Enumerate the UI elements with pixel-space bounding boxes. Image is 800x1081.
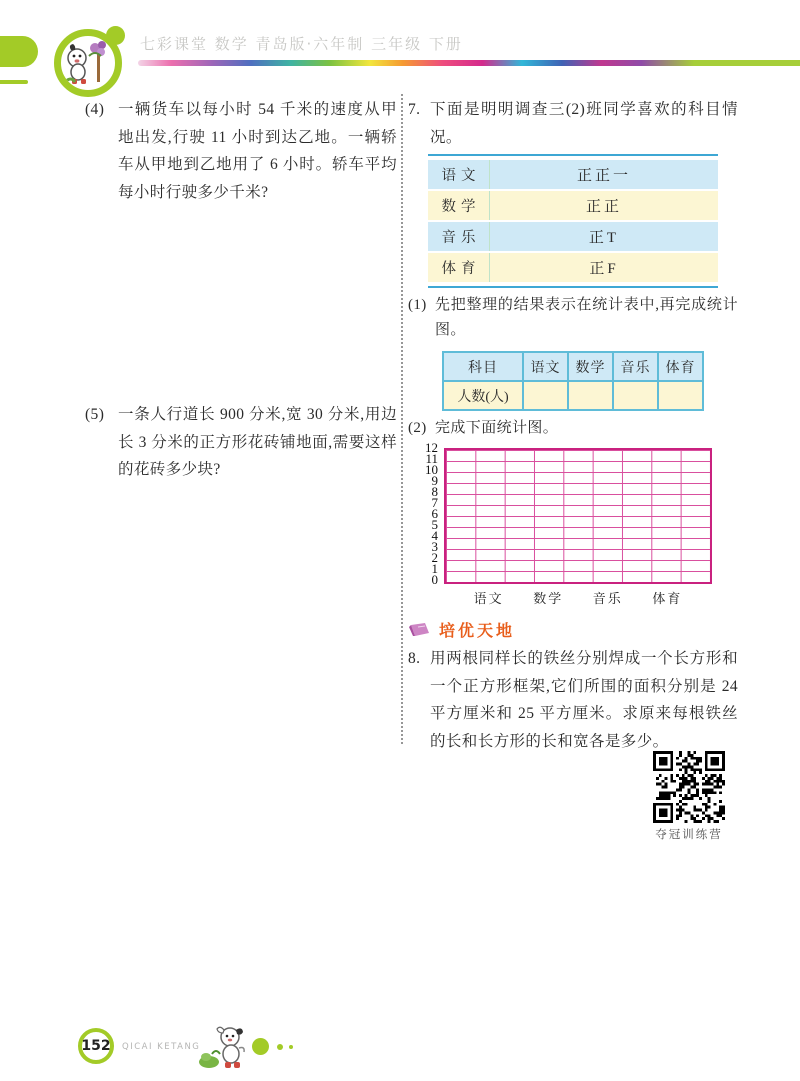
tally-table	[428, 154, 718, 288]
problem-5-number: (5)	[85, 406, 105, 423]
header-title: 七彩课堂 数学 青岛版·六年制 三年级 下册	[140, 35, 463, 53]
stats-data-row	[443, 381, 703, 410]
header-mascot-icon	[61, 36, 115, 90]
problem-7-number: 7.	[408, 101, 421, 118]
section-peiyou-header	[408, 618, 738, 641]
problem-7	[408, 96, 738, 151]
tally-subject: 语文	[428, 160, 490, 189]
stats-row-label: 人数(人)	[443, 381, 523, 410]
footer-mascot-illustration	[198, 1024, 250, 1070]
notebook-icon	[408, 622, 432, 638]
tally-marks: 正正	[585, 199, 622, 215]
tally-row	[428, 191, 718, 220]
y-tick-label: 7	[431, 495, 438, 510]
tally-marks: 正F	[589, 261, 619, 277]
tally-subject: 音乐	[428, 222, 490, 251]
subtask-2-text: 完成下面统计图。	[435, 420, 559, 436]
x-category-label: 数学	[533, 591, 564, 606]
section-title: 培优天地	[439, 621, 516, 640]
page-number: 152	[81, 1038, 111, 1054]
footer-brand-text: QICAI KETANG	[122, 1042, 201, 1052]
statistics-table	[442, 351, 704, 411]
left-column	[85, 96, 397, 478]
x-category-label: 体育	[652, 591, 683, 606]
fill-in-blank-cell	[613, 381, 658, 410]
problem-8-text: 用两根同样长的铁丝分别焊成一个长方形和一个正方形框架,它们所围的面积分别是 24 平方厘米和 25 平方厘米。求原来每根铁丝的长和长方形的长和宽各是多少。	[430, 650, 738, 750]
fill-in-blank-cell	[523, 381, 568, 410]
stats-header-cell: 数学	[568, 352, 613, 381]
fill-in-blank-cell	[568, 381, 613, 410]
tally-marks: 正T	[588, 230, 620, 246]
tally-marks: 正正一	[576, 168, 631, 184]
header-edge-tab	[0, 36, 38, 67]
decorative-dot	[252, 1038, 269, 1055]
decorative-dot	[289, 1045, 293, 1049]
y-tick-label: 11	[425, 451, 438, 466]
y-tick-label: 2	[431, 550, 438, 565]
rainbow-divider	[138, 60, 800, 66]
tally-subject: 数学	[428, 191, 490, 220]
y-tick-label: 8	[431, 484, 438, 499]
y-tick-label: 5	[431, 517, 438, 532]
chart-x-axis	[444, 588, 712, 606]
stats-header-cell: 音乐	[613, 352, 658, 381]
y-tick-label: 0	[431, 572, 438, 587]
stats-header-cell: 体育	[658, 352, 703, 381]
page-number-badge	[78, 1028, 114, 1064]
y-tick-label: 3	[431, 539, 438, 554]
y-tick-label: 12	[425, 440, 438, 455]
problem-5	[85, 401, 397, 484]
column-divider	[401, 94, 403, 744]
right-column	[408, 96, 738, 842]
qr-block	[646, 751, 732, 842]
tally-row	[428, 222, 718, 251]
fill-in-blank-cell	[658, 381, 703, 410]
y-tick-label: 4	[431, 528, 438, 543]
problem-5-text: 一条人行道长 900 分米,宽 30 分米,用边长 3 分米的正方形花砖铺地面,需要这样的花砖多少块?	[118, 406, 397, 478]
problem-8-number: 8.	[408, 650, 421, 667]
stats-header-cell: 语文	[523, 352, 568, 381]
x-category-label: 语文	[473, 591, 504, 606]
stats-header-cell: 科目	[443, 352, 523, 381]
qr-code	[646, 751, 732, 823]
subtask-1-text: 先把整理的结果表示在统计表中,再完成统计图。	[435, 297, 738, 338]
stats-header-row	[443, 352, 703, 381]
chart-y-axis	[414, 440, 440, 587]
page-header	[0, 0, 800, 96]
subtask-2	[408, 416, 738, 441]
problem-8	[408, 645, 738, 755]
problem-7-text: 下面是明明调查三(2)班同学喜欢的科目情况。	[430, 101, 738, 146]
chart-grid	[444, 448, 712, 584]
page-content	[0, 96, 800, 841]
decorative-dot	[277, 1044, 283, 1050]
x-category-label: 音乐	[592, 591, 623, 606]
problem-4-number: (4)	[85, 101, 105, 118]
tally-row	[428, 160, 718, 189]
problem-4	[85, 96, 397, 206]
y-tick-label: 10	[425, 462, 438, 477]
statistics-chart	[414, 440, 738, 606]
tally-subject: 体育	[428, 253, 490, 282]
y-tick-label: 6	[431, 506, 438, 521]
subtask-1-number: (1)	[408, 297, 427, 313]
tally-row	[428, 253, 718, 282]
qr-caption: 夺冠训练营	[655, 829, 723, 841]
subtask-2-number: (2)	[408, 420, 427, 436]
subtask-1	[408, 293, 738, 343]
y-tick-label: 1	[431, 561, 438, 576]
problem-4-text: 一辆货车以每小时 54 千米的速度从甲地出发,行驶 11 小时到达乙地。一辆轿车从甲地到乙地用了 6 小时。轿车平均每小时行驶多少千米?	[118, 101, 397, 201]
page-footer	[0, 1022, 800, 1081]
header-edge-tick	[0, 80, 28, 84]
logo-bump-dot	[106, 26, 125, 45]
y-tick-label: 9	[431, 473, 438, 488]
